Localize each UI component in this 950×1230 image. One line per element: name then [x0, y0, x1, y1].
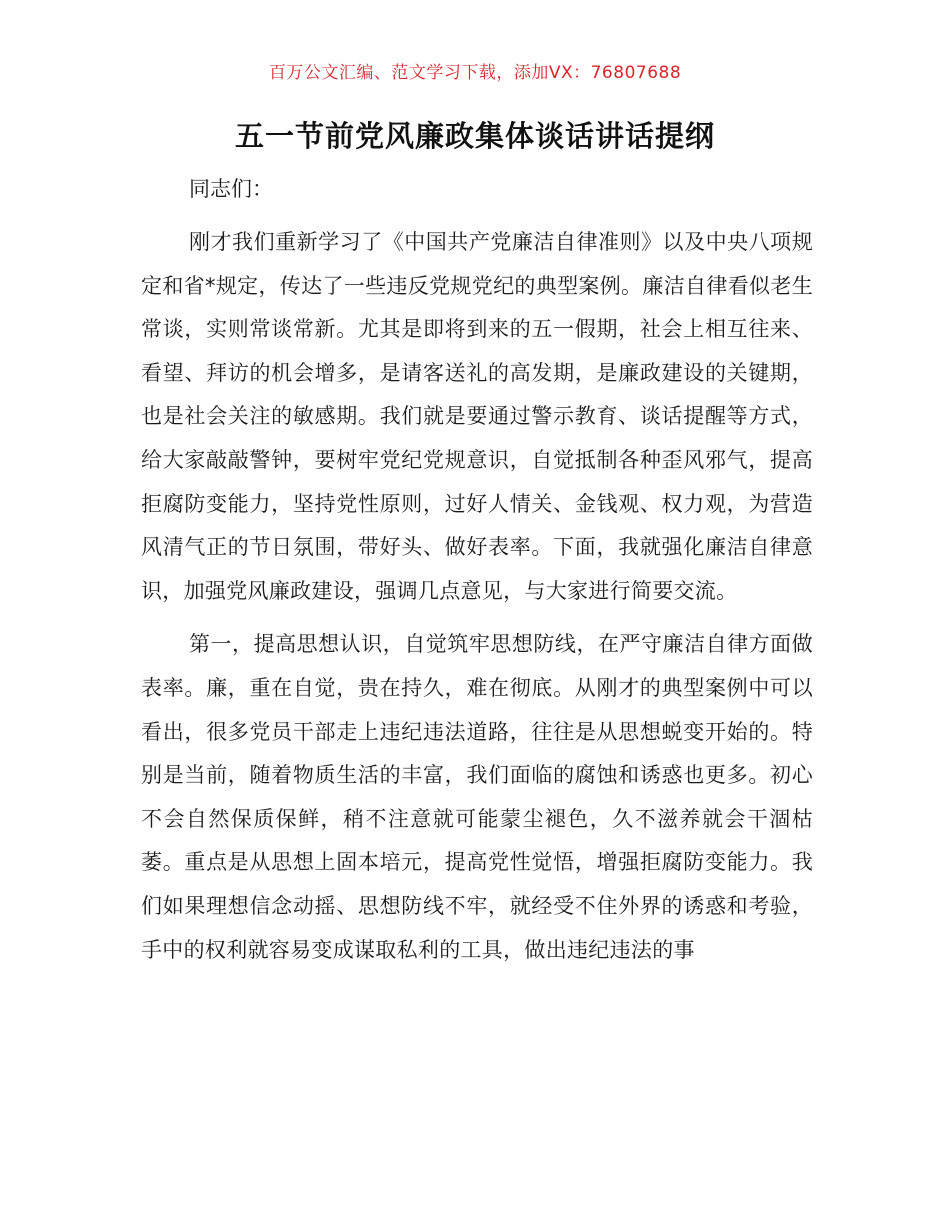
- salutation: 同志们：: [189, 177, 273, 201]
- document-body: [141, 168, 813, 982]
- document-title: 五一节前党风廉政集体谈话讲话提纲: [234, 119, 715, 153]
- paragraph-intro: 刚才我们重新学习了《中国共产党廉洁自律准则》以及中央八项规定和省*规定，传达了一些违反党规党纪的典型案例。廉洁自律看似老生常谈，实则常谈常新。尤其是即将到来的五一假期，社会上相互往来、看望、拜访的机会增多，是请客送礼的高发期，是廉政建设的关键期，也是社会关注的敏感期。我们就是要通过警示教育、谈话提醒等方式，给大家敲敲警钟，要树牢党纪党规意识，自觉抵制各种歪风邪气，提高拒腐防变能力，坚持党性原则，过好人情关、金钱观、权力观，为营造风清气正的节日氛围，带好头、做好表率。下面，我就强化廉洁自律意识，加强党风廉政建设，强调几点意见，与大家进行简要交流。: [141, 230, 813, 603]
- paragraph-first-point: 第一，提高思想认识，自觉筑牢思想防线，在严守廉洁自律方面做表率。廉，重在自觉，贵在持久，难在彻底。从刚才的典型案例中可以看出，很多党员干部走上违纪违法道路，往往是从思想蜕变开始的。特别是当前，随着物质生活的丰富，我们面临的腐蚀和诱惑也更多。初心不会自然保质保鲜，稍不注意就可能蒙尘褪色，久不滋养就会干涸枯萎。重点是从思想上固本培元，提高党性觉悟，增强拒腐防变能力。我们如果理想信念动摇、思想防线不牢，就经受不住外界的诱惑和考验，手中的权利就容易变成谋取私利的工具，做出违纪违法的事: [141, 632, 813, 962]
- header-note: 百万公文汇编、范文学习下载，添加VX：76807688: [268, 63, 682, 83]
